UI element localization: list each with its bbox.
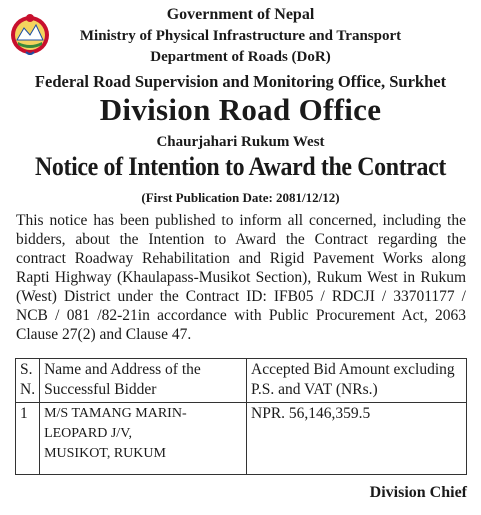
notice-title: Notice of Intention to Award the Contract bbox=[35, 152, 446, 181]
division-title: Division Road Office bbox=[99, 92, 382, 127]
table-row bbox=[16, 403, 467, 475]
bidder-line: MUSIKOT, RUKUM bbox=[44, 446, 166, 461]
department-heading: Department of Roads (DoR) bbox=[150, 49, 331, 65]
table-header-row bbox=[16, 359, 467, 403]
header-sn: S. N. bbox=[16, 359, 40, 403]
cell-bidder bbox=[40, 403, 247, 475]
cell-sn: 1 bbox=[16, 403, 40, 475]
government-heading: Government of Nepal bbox=[166, 6, 315, 23]
notice-body: This notice has been published to inform all concerned, including the bidders, about the Intention to Award the Contract regarding the contract Roadway Rehabilitation and Rigid Pavement Works along Rapti Highway (Khaulapass-Musikot Section), Rukum West in Rukum (West) District under the Contract ID: IFB05 / RDCJI / 33701177 / NCB / 081 /82-21in accordance with Public Procurement Act, 2063 Clause 27(2) and Clause 47. bbox=[16, 212, 466, 343]
header-amount: Accepted Bid Amount excluding P.S. and VAT (NRs.) bbox=[247, 359, 467, 403]
cell-amount: NPR. 56,146,359.5 bbox=[247, 403, 467, 475]
header-bidder: Name and Address of the Successful Bidder bbox=[40, 359, 247, 403]
bidder-line: M/S TAMANG MARIN- bbox=[44, 406, 187, 421]
office-location: Chaurjahari Rukum West bbox=[156, 134, 325, 150]
signature-title: Division Chief bbox=[369, 484, 467, 501]
award-table bbox=[15, 358, 467, 475]
ministry-heading: Ministry of Physical Infrastructure and Transport bbox=[79, 28, 402, 44]
publication-date: (First Publication Date: 2081/12/12) bbox=[141, 190, 340, 205]
bidder-line: LEOPARD J/V, bbox=[44, 426, 132, 441]
federal-office-heading: Federal Road Supervision and Monitoring Office, Surkhet bbox=[34, 72, 447, 91]
